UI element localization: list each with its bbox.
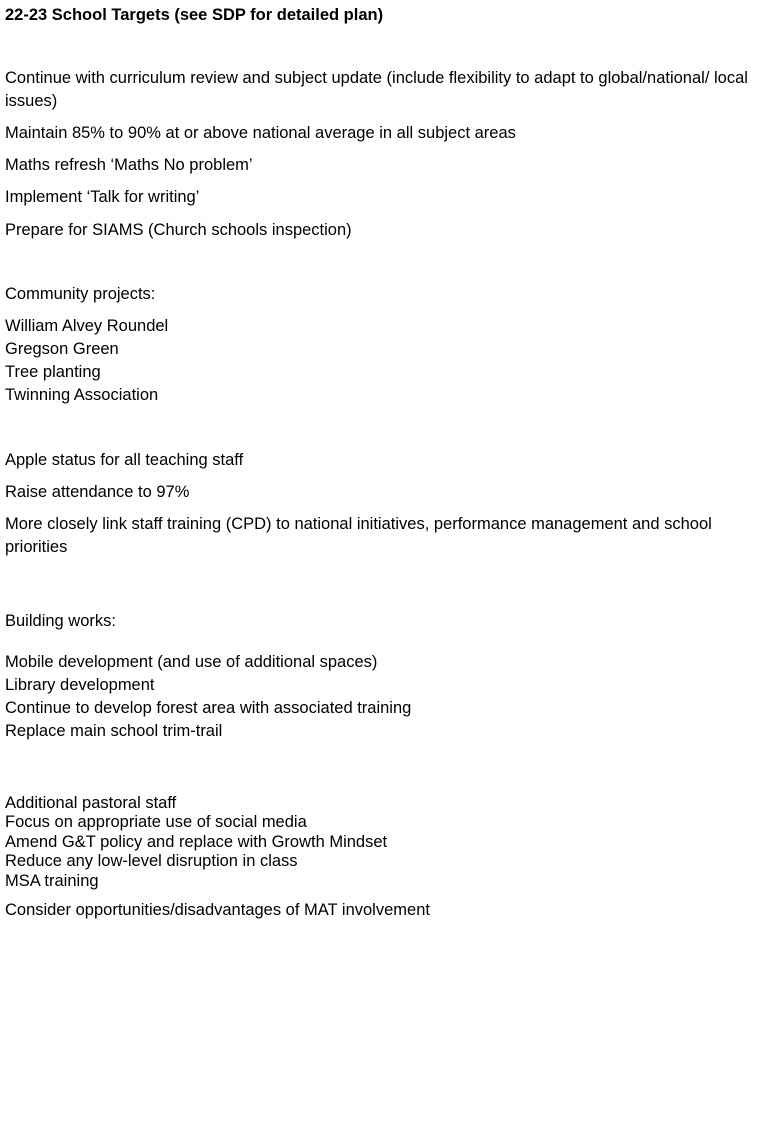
community-item: William Alvey Roundel (5, 317, 169, 335)
target-item: Maths refresh ‘Maths No problem’ (5, 156, 253, 174)
document-page (5, 0, 777, 1148)
building-item: Continue to develop forest area with associated training (5, 699, 412, 717)
community-item: Tree planting (5, 363, 101, 381)
community-item: Twinning Association (5, 386, 159, 404)
staff-item: More closely link staff training (CPD) to national initiatives, performance management and school priorities (5, 515, 712, 556)
pastoral-item: Additional pastoral staff (5, 794, 177, 812)
community-heading: Community projects: (5, 285, 156, 303)
community-item: Gregson Green (5, 340, 119, 358)
building-item: Replace main school trim-trail (5, 722, 223, 740)
page-title: 22-23 School Targets (see SDP for detailed plan) (5, 6, 384, 24)
staff-item: Apple status for all teaching staff (5, 451, 244, 469)
pastoral-item: Focus on appropriate use of social media (5, 813, 307, 831)
pastoral-item: MSA training (5, 872, 99, 890)
pastoral-item: Amend G&T policy and replace with Growth Mindset (5, 833, 388, 851)
target-item: Maintain 85% to 90% at or above national average in all subject areas (5, 124, 516, 142)
staff-item: Raise attendance to 97% (5, 483, 190, 501)
target-item: Continue with curriculum review and subject update (include flexibility to adapt to global/national/ local issues) (5, 69, 748, 110)
building-item: Library development (5, 676, 155, 694)
target-item: Implement ‘Talk for writing’ (5, 188, 200, 206)
target-item: Prepare for SIAMS (Church schools inspection) (5, 221, 352, 239)
pastoral-item: Reduce any low-level disruption in class (5, 852, 298, 870)
building-item: Mobile development (and use of additional spaces) (5, 653, 378, 671)
mat-item: Consider opportunities/disadvantages of MAT involvement (5, 901, 430, 919)
building-heading: Building works: (5, 612, 116, 630)
